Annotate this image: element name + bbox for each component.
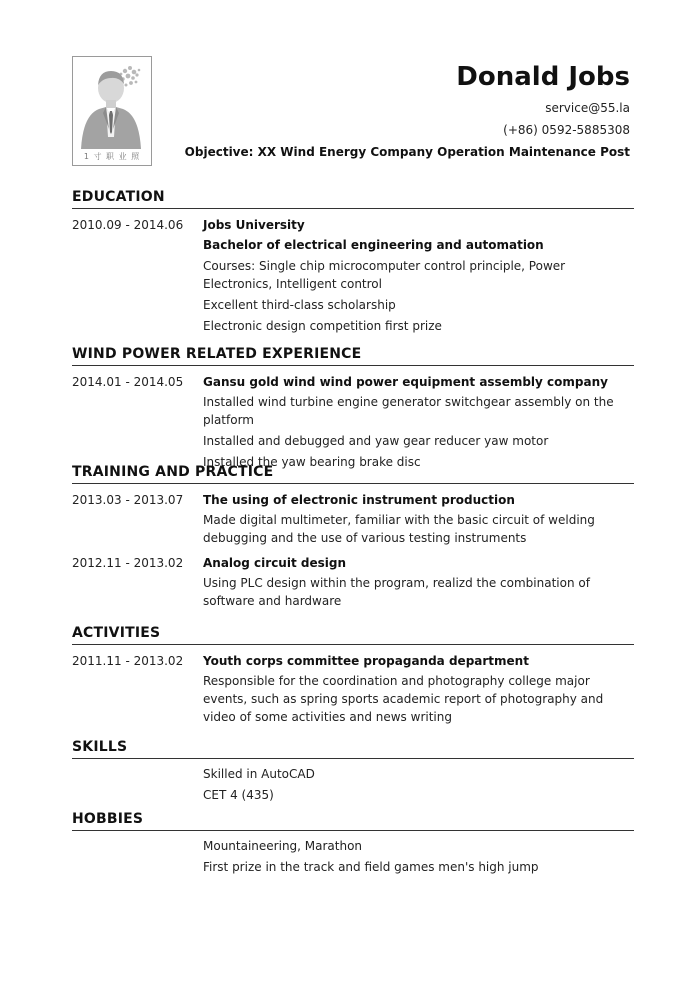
training-title: Analog circuit design [203,556,346,570]
degree: Bachelor of electrical engineering and automation [203,238,544,252]
activity-title: Youth corps committee propaganda department [203,654,529,668]
section-skills [72,738,634,807]
section-title: WIND POWER RELATED EXPERIENCE [72,345,634,366]
training-entry [72,553,634,610]
training-description: Using PLC design within the program, realizd the combination of software and hardware [203,576,590,608]
company-name: Gansu gold wind wind power equipment assembly company [203,375,608,389]
person-silhouette-icon [73,57,151,165]
section-title: EDUCATION [72,188,634,209]
candidate-name: Donald Jobs [456,62,630,92]
duty-line: Installed wind turbine engine generator switchgear assembly on the platform [203,395,614,427]
entry-date: 2010.09 - 2014.06 [72,218,184,232]
profile-photo [72,56,152,166]
email-address[interactable]: service@55.la [545,101,630,115]
duty-line: Installed and debugged and yaw gear reducer yaw motor [203,434,549,448]
duty-line: Installed the yaw bearing brake disc [203,455,421,469]
section-title: ACTIVITIES [72,624,634,645]
school-name: Jobs University [203,218,305,232]
skill-item: Skilled in AutoCAD [203,767,315,781]
hobby-item: First prize in the track and field games men's high jump [203,860,539,874]
section-experience [72,345,634,474]
entry-date: 2013.03 - 2013.07 [72,493,184,507]
section-hobbies [72,810,634,879]
award: Excellent third-class scholarship [203,298,396,312]
section-activities [72,624,634,729]
entry-date: 2014.01 - 2014.05 [72,375,184,389]
courses: Courses: Single chip microcomputer control principle, Power Electronics, Intelligent control [203,259,566,291]
section-education [72,188,634,338]
entry-date: 2011.11 - 2013.02 [72,654,184,668]
training-description: Made digital multimeter, familiar with the basic circuit of welding debugging and the use of various testing instruments [203,513,595,545]
training-entry [72,490,634,547]
entry-date: 2012.11 - 2013.02 [72,556,184,570]
award: Electronic design competition first prize [203,319,442,333]
section-training [72,463,634,613]
skill-item: CET 4 (435) [203,788,274,802]
experience-entry [72,372,634,471]
activity-entry [72,651,634,726]
education-entry [72,215,634,335]
hobby-item: Mountaineering, Marathon [203,839,363,853]
section-title: TRAINING AND PRACTICE [72,463,634,484]
phone-number: (+86) 0592-5885308 [503,123,630,137]
photo-caption: 1 寸 职 业 照 [83,152,141,161]
career-objective: Objective: XX Wind Energy Company Operation Maintenance Post [184,145,630,159]
activity-description: Responsible for the coordination and photography college major events, such as spring sports academic report of photography and video of some activities and news writing [203,674,604,724]
section-title: HOBBIES [72,810,634,831]
section-title: SKILLS [72,738,634,759]
training-title: The using of electronic instrument production [203,493,515,507]
